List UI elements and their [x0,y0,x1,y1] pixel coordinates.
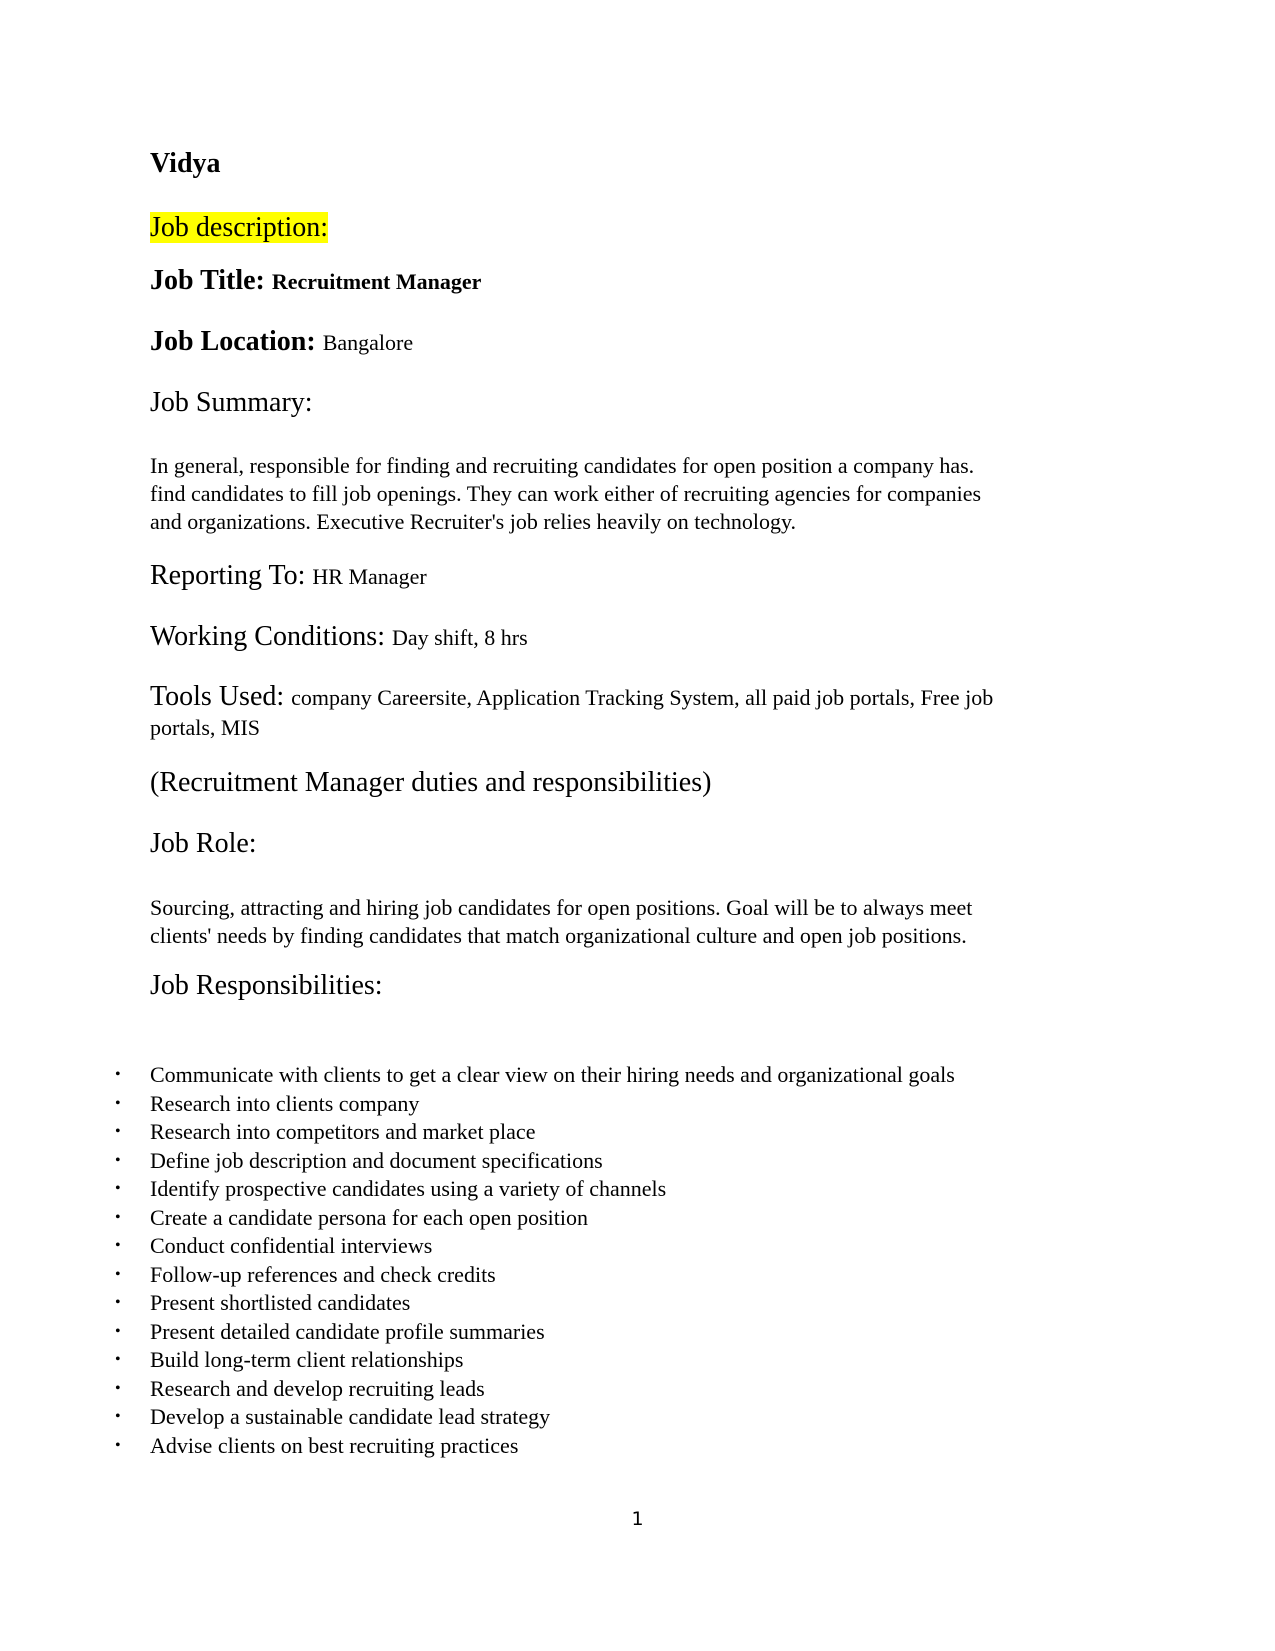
list-item [115,1289,955,1318]
list-item-text: Create a candidate persona for each open position [150,1204,588,1230]
list-item [115,1432,955,1461]
bullet-icon: • [115,1408,121,1425]
list-item [115,1261,955,1290]
tools-used-value: company Careersite, Application Tracking System, all paid job portals, Free job [291,685,994,710]
list-item-text: Follow-up references and check credits [150,1261,496,1287]
bullet-icon: • [115,1436,121,1454]
list-item [115,1318,955,1347]
bullet-icon: • [115,1151,121,1169]
job-responsibilities-heading: Job Responsibilities: [150,970,383,1001]
list-item [115,1147,955,1176]
job-summary-heading: Job Summary: [150,387,313,418]
bullet-icon: • [115,1294,121,1311]
job-title-value: Recruitment Manager [271,269,482,294]
job-role-heading: Job Role: [150,828,257,859]
job-title-label: Job Title: [150,265,265,296]
list-item-text: Research and develop recruiting leads [150,1375,485,1401]
bullet-icon: • [115,1123,121,1140]
list-item [115,1204,955,1233]
bullet-icon: • [115,1322,121,1340]
list-item-text: Present shortlisted candidates [150,1290,411,1315]
responsibilities-list [115,1061,955,1460]
page-number: 1 [631,1508,644,1530]
working-conditions-value: Day shift, 8 hrs [391,625,528,650]
job-summary-line: In general, responsible for finding and recruiting candidates for open position a company has. [150,453,975,478]
job-role-line: clients' needs by finding candidates that match organizational culture and open job positions. [150,923,967,948]
tools-used-label: Tools Used: [150,681,285,712]
list-item-text: Research into clients company [150,1090,420,1116]
list-item-text: Define job description and document specifications [150,1147,603,1173]
list-item-text: Identify prospective candidates using a variety of channels [150,1176,667,1201]
author-name: Vidya [150,148,221,179]
tools-used-line [150,681,993,713]
bullet-icon: • [115,1351,121,1368]
job-location-line [150,326,413,358]
bullet-icon: • [115,1180,121,1197]
working-conditions-line [150,621,528,653]
bullet-icon: • [115,1237,121,1254]
bullet-icon: • [115,1066,121,1083]
list-item [115,1118,955,1147]
bullet-icon: • [115,1265,121,1283]
bullet-icon: • [115,1094,121,1112]
job-location-value: Bangalore [322,330,414,355]
reporting-to-line [150,560,427,592]
list-item [115,1346,955,1375]
list-item [115,1232,955,1261]
list-item-text: Develop a sustainable candidate lead strategy [150,1404,551,1429]
list-item [115,1403,955,1432]
working-conditions-label: Working Conditions: [150,621,385,652]
tools-used-value-continued: portals, MIS [150,715,260,740]
job-summary-line: and organizations. Executive Recruiter's job relies heavily on technology. [150,509,797,534]
highlighted-heading-text: Job description: [150,212,329,243]
list-item-text: Build long-term client relationships [150,1347,464,1372]
list-item-text: Communicate with clients to get a clear view on their hiring needs and organizational goals [150,1062,955,1087]
list-item [115,1375,955,1404]
job-summary-line: find candidates to fill job openings. They can work either of recruiting agencies for companies [150,481,982,506]
list-item-text: Conduct confidential interviews [150,1233,433,1258]
reporting-to-label: Reporting To: [150,560,306,591]
job-summary-text [150,452,1110,536]
job-role-text [150,894,1110,950]
job-title-line [150,265,481,297]
list-item-text: Research into competitors and market place [150,1119,536,1144]
duties-heading: (Recruitment Manager duties and responsibilities) [150,767,712,798]
reporting-to-value: HR Manager [312,564,427,589]
list-item [115,1061,955,1090]
job-description-heading [150,212,328,244]
bullet-icon: • [115,1208,121,1226]
job-role-line: Sourcing, attracting and hiring job candidates for open positions. Goal will be to always meet [150,895,973,920]
list-item [115,1090,955,1119]
list-item [115,1175,955,1204]
job-location-label: Job Location: [150,326,316,357]
list-item-text: Present detailed candidate profile summaries [150,1318,545,1344]
list-item-text: Advise clients on best recruiting practices [150,1432,519,1458]
bullet-icon: • [115,1379,121,1397]
